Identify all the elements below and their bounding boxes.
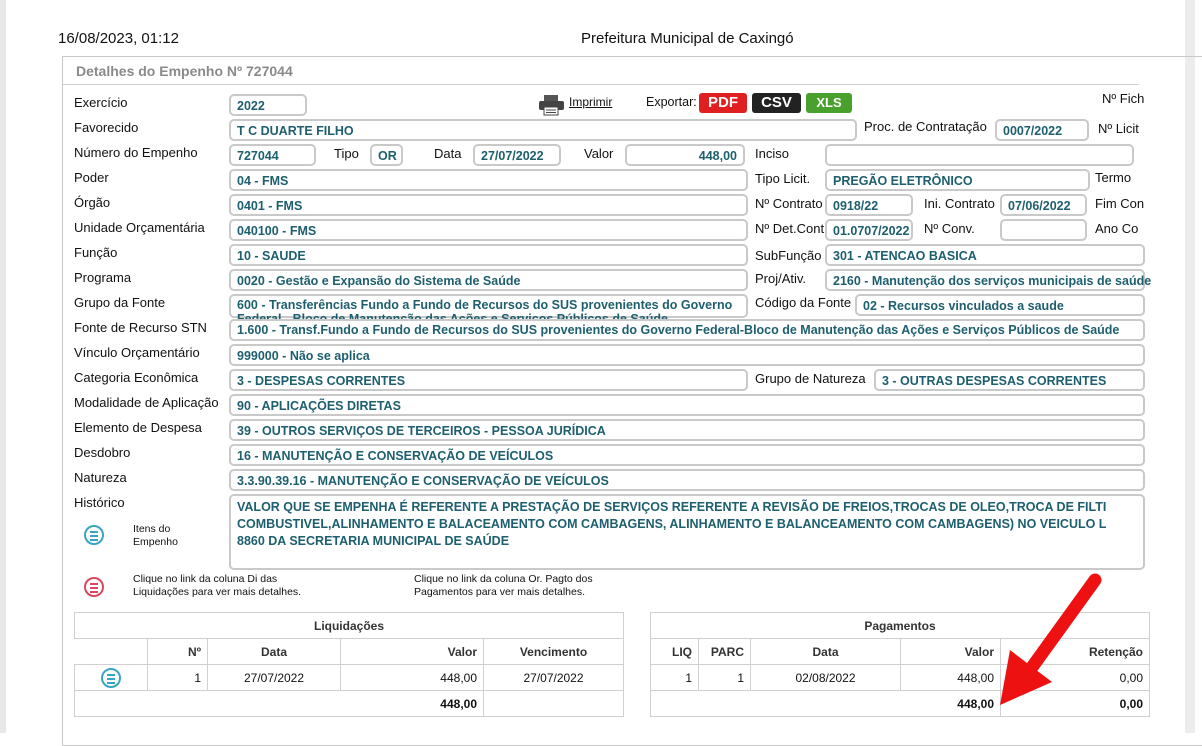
liq-header-data: Data bbox=[208, 639, 341, 665]
poder-field: 04 - FMS bbox=[229, 169, 748, 191]
label-poder: Poder bbox=[74, 170, 109, 185]
label-tipo: Tipo bbox=[334, 146, 359, 161]
pagamentos-title: Pagamentos bbox=[651, 613, 1150, 639]
pag-cell-data: 02/08/2022 bbox=[751, 665, 901, 691]
label-natureza: Natureza bbox=[74, 470, 127, 485]
proc-contratacao-field: 0007/2022 bbox=[995, 119, 1089, 141]
vinculo-field: 999000 - Não se aplica bbox=[229, 344, 1145, 366]
label-fim-con: Fim Con bbox=[1095, 196, 1145, 211]
label-categoria: Categoria Econômica bbox=[74, 370, 199, 385]
pag-header-liq: LIQ bbox=[651, 639, 699, 665]
pag-total-valor: 448,00 bbox=[651, 691, 1001, 717]
subfuncao-field: 301 - ATENCAO BASICA bbox=[825, 244, 1145, 266]
unidade-field: 040100 - FMS bbox=[229, 219, 748, 241]
pag-cell-liq: 1 bbox=[651, 665, 699, 691]
export-xls-button[interactable]: XLS bbox=[806, 93, 852, 113]
label-ini-contrato: Ini. Contrato bbox=[924, 196, 995, 211]
itens-list-icon[interactable] bbox=[84, 525, 104, 545]
label-n-fich: Nº Fich bbox=[1102, 91, 1145, 106]
export-pdf-button[interactable]: PDF bbox=[699, 93, 747, 113]
data-field: 27/07/2022 bbox=[473, 144, 561, 166]
elemento-field: 39 - OUTROS SERVIÇOS DE TERCEIROS - PESSOA JURÍDICA bbox=[229, 419, 1145, 441]
label-valor: Valor bbox=[584, 146, 614, 161]
red-arrow-annotation bbox=[990, 570, 1110, 710]
label-n-det-cont: Nº Det.Cont bbox=[755, 221, 825, 236]
programa-field: 0020 - Gestão e Expansão do Sistema de Saúde bbox=[229, 269, 748, 291]
pag-header-retencao: Retenção bbox=[1001, 639, 1150, 665]
liquidacoes-table bbox=[74, 612, 624, 717]
info-list-icon bbox=[84, 577, 104, 597]
categoria-field: 3 - DESPESAS CORRENTES bbox=[229, 369, 748, 391]
itens-label[interactable]: Itens do Empenho bbox=[133, 523, 178, 548]
natureza-field: 3.3.90.39.16 - MANUTENÇÃO E CONSERVAÇÃO DE VEÍCULOS bbox=[229, 469, 1145, 491]
liq-cell-n: 1 bbox=[148, 665, 208, 691]
liq-cell-valor: 448,00 bbox=[341, 665, 484, 691]
label-elemento: Elemento de Despesa bbox=[74, 420, 202, 435]
liq-header-valor: Valor bbox=[341, 639, 484, 665]
favorecido-field: T C DUARTE FILHO bbox=[229, 119, 857, 141]
label-n-contrato: Nº Contrato bbox=[755, 196, 823, 211]
n-det-cont-field: 01.0707/2022 bbox=[825, 219, 913, 241]
liquidacoes-title: Liquidações bbox=[75, 613, 624, 639]
inciso-field bbox=[825, 144, 1134, 166]
n-contrato-field: 0918/22 bbox=[825, 194, 913, 216]
grupo-fonte-field: 600 - Transferências Fundo a Fundo de Recursos do SUS provenientes do Governo bbox=[229, 294, 748, 318]
label-favorecido: Favorecido bbox=[74, 120, 139, 135]
label-unidade: Unidade Orçamentária bbox=[74, 220, 205, 235]
label-fonte-stn: Fonte de Recurso STN bbox=[74, 320, 207, 335]
print-timestamp: 16/08/2023, 01:12 bbox=[58, 30, 179, 47]
liq-cell-vencimento: 27/07/2022 bbox=[484, 665, 624, 691]
tipo-field: OR bbox=[370, 144, 403, 166]
pag-header-valor: Valor bbox=[901, 639, 1001, 665]
liq-header-vencimento: Vencimento bbox=[484, 639, 624, 665]
liq-total: 448,00 bbox=[75, 691, 484, 717]
printer-icon[interactable] bbox=[538, 94, 566, 116]
table-row bbox=[75, 665, 624, 691]
exercicio-field: 2022 bbox=[229, 94, 307, 116]
panel-title: Detalhes do Empenho Nº 727044 bbox=[76, 63, 293, 79]
label-grupo-natureza: Grupo de Natureza bbox=[755, 371, 866, 386]
ini-contrato-field: 07/06/2022 bbox=[1000, 194, 1087, 216]
liq-detail-icon[interactable] bbox=[101, 668, 121, 688]
modalidade-field: 90 - APLICAÇÕES DIRETAS bbox=[229, 394, 1145, 416]
export-label: Exportar: bbox=[646, 95, 697, 109]
grupo-natureza-field: 3 - OUTRAS DESPESAS CORRENTES bbox=[874, 369, 1145, 391]
label-data: Data bbox=[434, 146, 462, 161]
label-n-licit: Nº Licit bbox=[1098, 121, 1139, 136]
label-grupo-fonte: Grupo da Fonte bbox=[74, 295, 166, 310]
pag-cell-retencao: 0,00 bbox=[1001, 665, 1150, 691]
fonte-stn-field: 1.600 - Transf.Fundo a Fundo de Recursos do SUS provenientes do Governo Federal-Bloco de Manutenção das Ações e Serviços Públicos de Saúde bbox=[229, 319, 1145, 341]
codigo-fonte-field: 02 - Recursos vinculados a saude bbox=[855, 294, 1145, 316]
label-tipo-licit: Tipo Licit. bbox=[755, 171, 811, 186]
label-ano-co: Ano Co bbox=[1095, 221, 1139, 236]
tipo-licit-field: PREGÃO ELETRÔNICO bbox=[825, 169, 1090, 191]
label-termo: Termo bbox=[1095, 170, 1132, 185]
label-desdobro: Desdobro bbox=[74, 445, 131, 460]
liq-cell-data: 27/07/2022 bbox=[208, 665, 341, 691]
label-subfuncao: SubFunção bbox=[755, 248, 822, 263]
historico-field: VALOR QUE SE EMPENHA É REFERENTE A PRESTAÇÃO DE SERVIÇOS REFERENTE A REVISÃO DE FREIOS,TROCAS DE OLEO,TROCA DE FILTI COMBUSTIVEL,ALINHAMENTO E BALACEAMENTO COM CAMBAGENS, ALINHAMENTO E BALANCEAMENTO COM CAMBAGENS) NO VEICULO L 8860 DA SECRETARIA MUNICIPAL DE SAÚDE bbox=[229, 494, 1145, 570]
label-exercicio: Exercício bbox=[74, 95, 128, 110]
print-link[interactable]: Imprimir bbox=[569, 95, 613, 109]
label-proj-ativ: Proj/Ativ. bbox=[755, 271, 807, 286]
label-proc-contratacao: Proc. de Contratação bbox=[864, 119, 987, 134]
pag-header-data: Data bbox=[751, 639, 901, 665]
export-csv-button[interactable]: CSV bbox=[752, 93, 801, 113]
proj-ativ-field: 2160 - Manutenção dos serviços municipais de saúde bbox=[825, 269, 1145, 291]
label-n-conv: Nº Conv. bbox=[924, 221, 975, 236]
numero-field: 727044 bbox=[229, 144, 316, 166]
pag-cell-valor: 448,00 bbox=[901, 665, 1001, 691]
hint-pagamentos: Clique no link da coluna Or. Pagto dos Pagamentos para ver mais detalhes. bbox=[414, 573, 593, 598]
liq-header-n: Nº bbox=[148, 639, 208, 665]
orgao-field: 0401 - FMS bbox=[229, 194, 748, 216]
label-funcao: Função bbox=[74, 245, 118, 260]
hint-liquidacoes: Clique no link da coluna Di das Liquidações para ver mais detalhes. bbox=[133, 573, 302, 598]
label-modalidade: Modalidade de Aplicação bbox=[74, 395, 219, 410]
desdobro-field: 16 - MANUTENÇÃO E CONSERVAÇÃO DE VEÍCULOS bbox=[229, 444, 1145, 466]
label-inciso: Inciso bbox=[755, 146, 789, 161]
label-historico: Histórico bbox=[74, 495, 125, 510]
label-vinculo: Vínculo Orçamentário bbox=[74, 345, 200, 360]
funcao-field: 10 - SAUDE bbox=[229, 244, 748, 266]
valor-field: 448,00 bbox=[625, 144, 745, 166]
panel-divider bbox=[63, 84, 1139, 85]
pag-header-parc: PARC bbox=[699, 639, 751, 665]
pag-cell-parc: 1 bbox=[699, 665, 751, 691]
pag-total-retencao: 0,00 bbox=[1001, 691, 1150, 717]
label-orgao: Órgão bbox=[74, 195, 111, 210]
page-edge-left bbox=[0, 0, 6, 733]
n-conv-field bbox=[1000, 219, 1087, 241]
label-codigo-fonte: Código da Fonte bbox=[755, 295, 852, 310]
page-title: Prefeitura Municipal de Caxingó bbox=[581, 30, 794, 47]
label-programa: Programa bbox=[74, 270, 132, 285]
label-numero: Número do Empenho bbox=[74, 145, 198, 160]
